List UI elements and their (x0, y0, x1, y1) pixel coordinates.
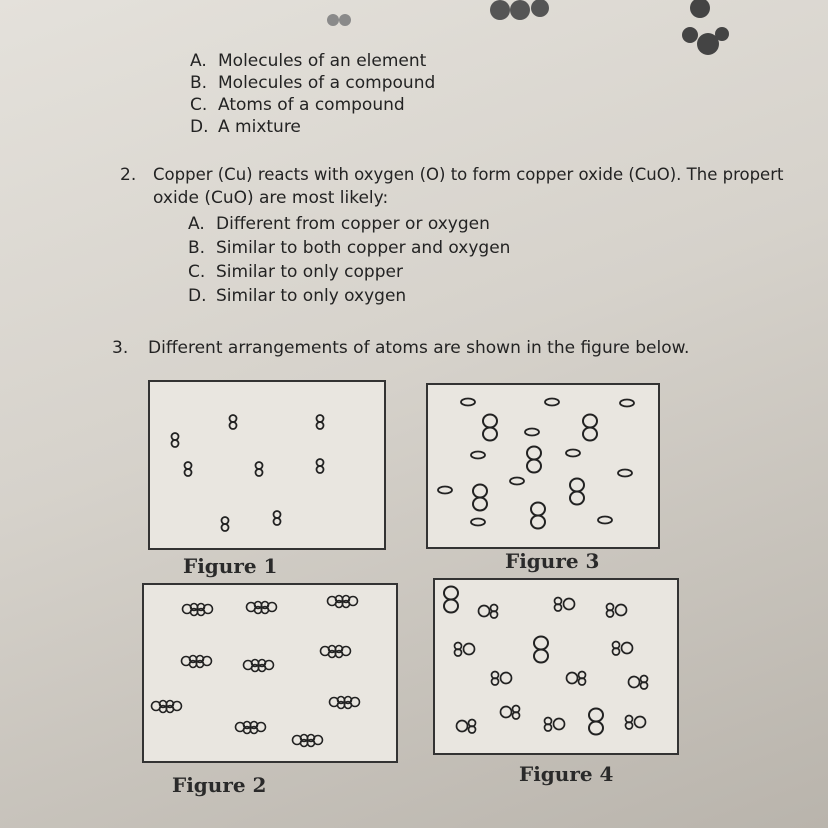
figure-4-atoms (444, 587, 648, 735)
q2-line1: Copper (Cu) reacts with oxygen (O) to form copper oxide (CuO). The propert (153, 165, 784, 184)
figure-4-caption: Figure 4 (519, 762, 614, 786)
figure-3-caption: Figure 3 (505, 549, 600, 573)
q2-option-d: D. Similar to only oxygen (188, 286, 407, 306)
q1-option-c: C. Atoms of a compound (190, 95, 405, 115)
figure-1-atoms (172, 415, 324, 531)
q1-option-b: B. Molecules of a compound (190, 73, 436, 93)
q2-option-c: C. Similar to only copper (188, 262, 403, 282)
q2-number: 2. (120, 165, 137, 185)
q1-option-a: A. Molecules of an element (190, 51, 427, 71)
q3-number: 3. (112, 338, 129, 358)
q3-text: Different arrangements of atoms are shown in the figure below. (148, 338, 690, 358)
q2-option-a: A. Different from copper or oxygen (188, 214, 490, 234)
figure-3-atoms (438, 399, 634, 529)
figure-2-atoms (152, 596, 360, 747)
q2-option-b: B. Similar to both copper and oxygen (188, 238, 511, 258)
q2-line2: oxide (CuO) are most likely: (153, 188, 389, 208)
q1-option-d: D. A mixture (190, 117, 301, 137)
figure-2-caption: Figure 2 (172, 773, 267, 797)
figure-1-caption: Figure 1 (183, 554, 278, 578)
